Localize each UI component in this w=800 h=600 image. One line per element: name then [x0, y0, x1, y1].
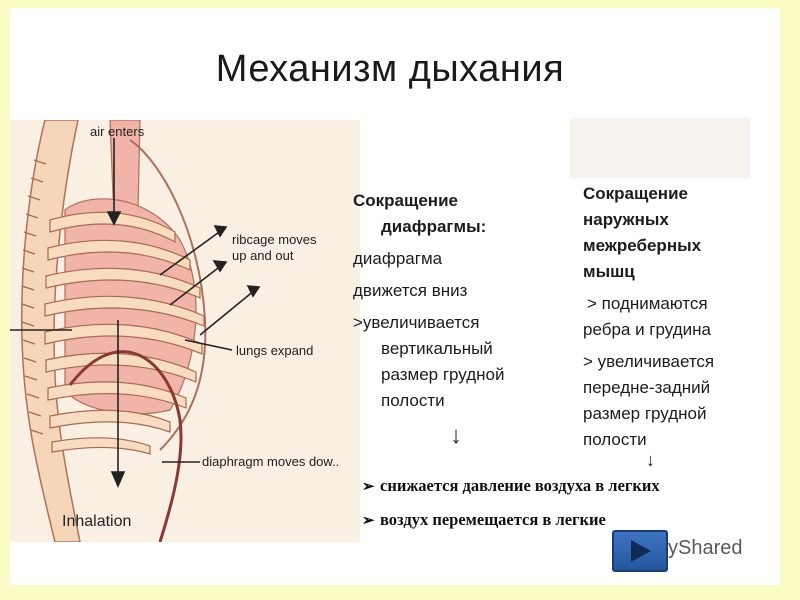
left-line3: >увеличивается	[353, 313, 480, 332]
faded-background-text	[570, 118, 750, 178]
label-diaphragm-moves: diaphragm moves dow..	[202, 454, 340, 469]
label-air-enters: air enters	[90, 124, 145, 139]
arrow-bullet-icon: ➢	[362, 513, 375, 529]
arrow-bullet-icon: ➢	[362, 479, 375, 495]
left-line6: полости	[381, 391, 445, 410]
right-line2: ребра и грудина	[583, 320, 711, 339]
conclusion-item-1	[362, 476, 660, 496]
label-ribcage-line1: ribcage moves	[232, 232, 317, 247]
right-down-arrow: ↓	[646, 450, 655, 470]
intercostal-contraction-block	[583, 181, 773, 453]
left-line1: диафрагма	[353, 249, 443, 268]
play-triangle-icon	[614, 532, 666, 570]
right-line4: передне-задний	[583, 378, 711, 397]
left-down-arrow: ↓	[450, 422, 462, 449]
conclusion-item-2	[362, 510, 606, 530]
right-line6: полости	[583, 430, 647, 449]
inhalation-illustration	[10, 120, 360, 542]
conclusion-text-2: воздух перемещается в легкие	[380, 510, 606, 529]
inhalation-diagram	[10, 120, 360, 542]
right-heading-line4: мышц	[583, 262, 635, 281]
right-line1: > поднимаются	[587, 294, 708, 313]
left-line4: вертикальный	[381, 339, 493, 358]
left-line2: движется вниз	[353, 281, 468, 300]
label-ribcage-line2: up and out	[232, 248, 294, 263]
right-heading-line1: Сокращение	[583, 184, 688, 203]
left-heading-line2: диафрагмы:	[381, 217, 487, 236]
left-line5: размер грудной	[381, 365, 505, 384]
right-heading-line3: межреберных	[583, 236, 702, 255]
left-heading-line1: Сокращение	[353, 191, 458, 210]
label-inhalation: Inhalation	[62, 513, 132, 530]
label-lungs-expand: lungs expand	[236, 343, 314, 358]
next-slide-button[interactable]	[612, 530, 668, 572]
slide-title: Механизм дыхания	[215, 48, 565, 90]
right-heading-line2: наружных	[583, 210, 669, 229]
right-line5: размер грудной	[583, 404, 707, 423]
conclusion-text-1: снижается давление воздуха в легких	[380, 476, 660, 495]
right-line3: > увеличивается	[583, 352, 715, 371]
diaphragm-contraction-block	[353, 188, 573, 414]
brand-text: yShared	[668, 537, 743, 559]
